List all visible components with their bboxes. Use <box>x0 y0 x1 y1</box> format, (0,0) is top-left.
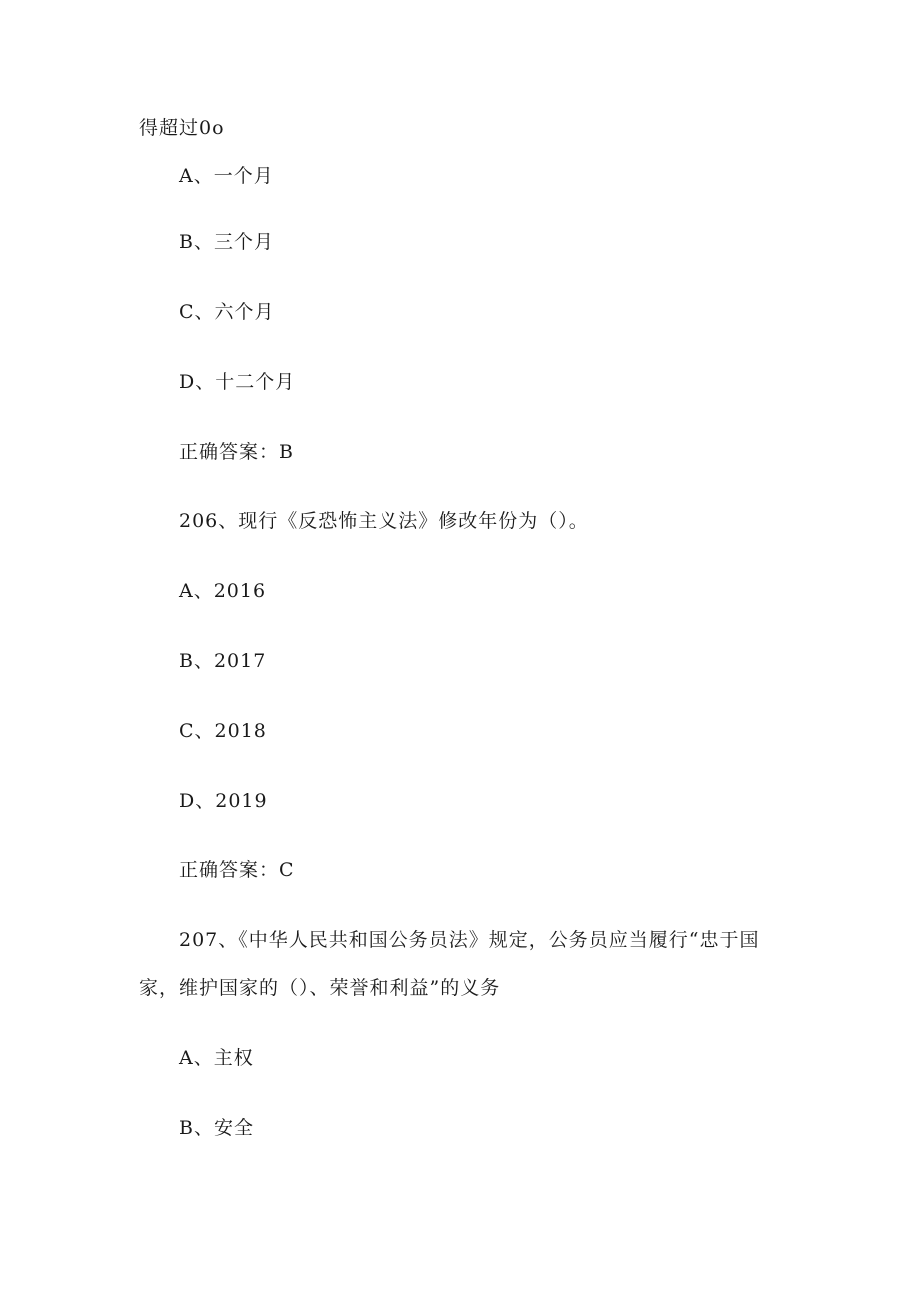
q205-answer: 正确答案：B <box>179 441 294 463</box>
q205-option-b: B、三个月 <box>179 231 274 253</box>
q206-answer: 正确答案：C <box>179 859 295 881</box>
q206-option-a: A、2016 <box>179 580 267 602</box>
q205-option-d: D、十二个月 <box>179 371 296 393</box>
q207-question-line-1: 207、《中华人民共和国公务员法》规定，公务员应当履行“忠于国 <box>179 929 760 951</box>
q207-option-b: B、安全 <box>179 1117 254 1139</box>
q207-question-line-2: 家，维护国家的（）、荣誉和利益”的义务 <box>139 977 501 999</box>
q207-option-a: A、主权 <box>179 1047 254 1069</box>
q205-option-a: A、一个月 <box>179 165 274 187</box>
q206-option-d: D、2019 <box>179 790 268 812</box>
q206-question: 206、现行《反恐怖主义法》修改年份为（）。 <box>179 510 589 532</box>
question-continuation-text: 得超过0o <box>139 117 225 139</box>
q206-option-b: B、2017 <box>179 650 267 672</box>
q206-option-c: C、2018 <box>179 720 267 742</box>
q205-option-c: C、六个月 <box>179 301 275 323</box>
